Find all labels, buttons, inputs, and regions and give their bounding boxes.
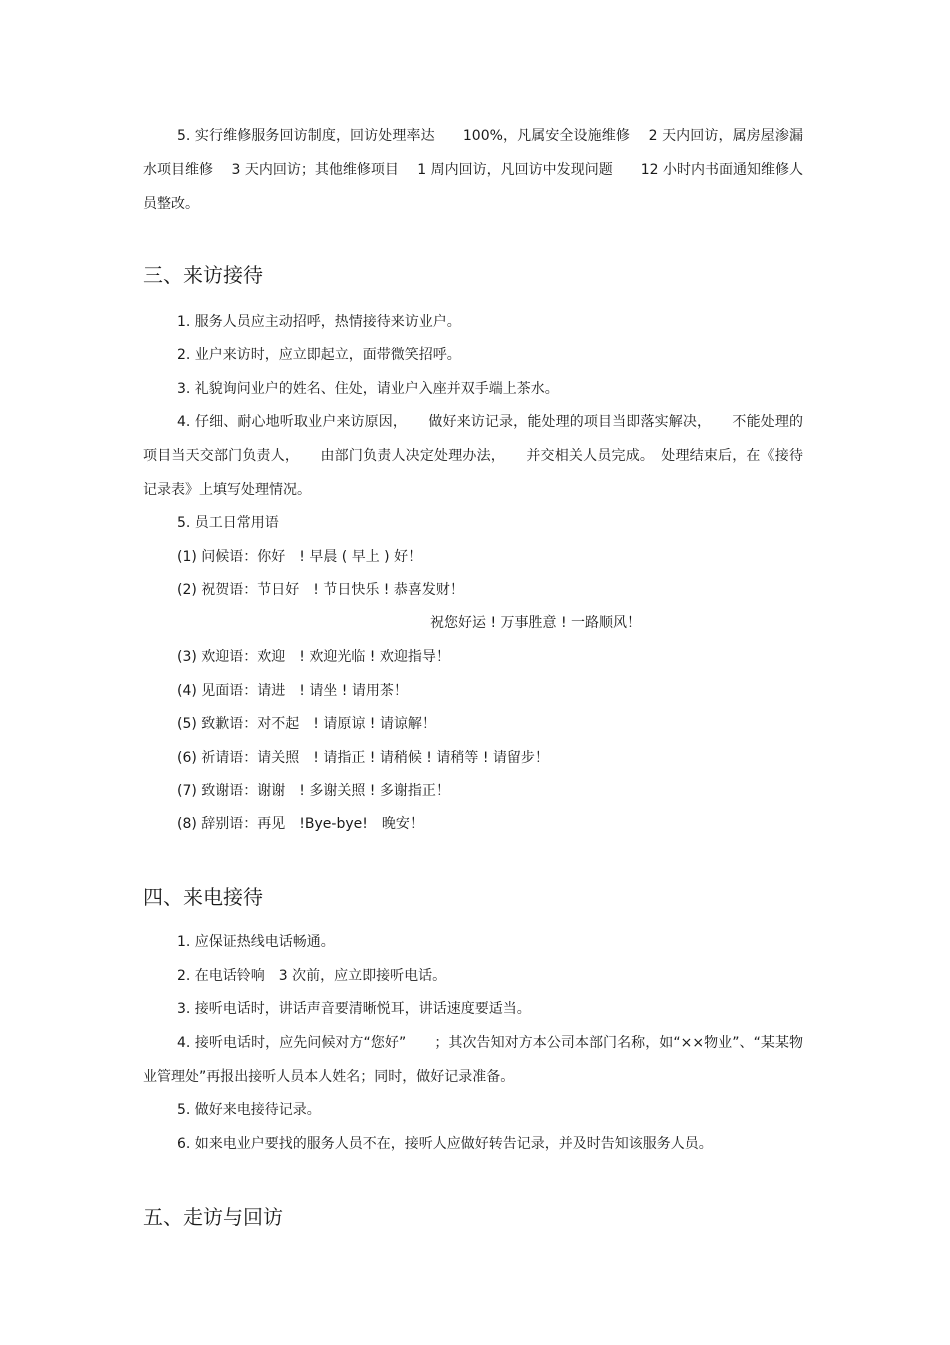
visitor-item-4: 4. 仔细、耐心地听取业户来访原因， 做好来访记录，能处理的项目当即落实解决， 不能处理的项目当天交部门负责人， 由部门负责人决定处理办法， 并交相关人员完成。 处理结束后，在《接待记录表》上填写处理情况。 — [143, 414, 803, 498]
phrase-congratulation: (2) 祝贺语：节日好 ! 节日快乐 ! 恭喜发财！ — [177, 582, 464, 598]
phrase-greeting: (1) 问候语：你好 ! 早晨 ( 早上 ) 好！ — [177, 549, 423, 565]
section-heading-visitor-reception: 三、来访接待 — [143, 263, 263, 287]
phrase-congratulation-cont: 祝您好运 ! 万事胜意 ! 一路顺风！ — [430, 615, 642, 631]
phone-item-2: 2. 在电话铃响 3 次前，应立即接听电话。 — [177, 968, 447, 984]
phone-item-5: 5. 做好来电接待记录。 — [177, 1102, 321, 1118]
visitor-item-2: 2. 业户来访时，应立即起立，面带微笑招呼。 — [177, 347, 461, 363]
visitor-item-3: 3. 礼貌询问业户的姓名、住处，请业户入座并双手端上茶水。 — [177, 381, 559, 397]
phone-item-4: 4. 接听电话时，应先问候对方“您好” ；其次告知对方本公司本部门名称，如“××物业”、“某某物业管理处”再报出接听人员本人姓名；同时，做好记录准备。 — [143, 1035, 803, 1085]
section-heading-phone-reception: 四、来电接待 — [143, 885, 263, 909]
phrase-meeting: (4) 见面语：请进 ! 请坐 ! 请用茶！ — [177, 683, 408, 699]
maintenance-followup-paragraph: 5. 实行维修服务回访制度，回访处理率达 100%，凡属安全设施维修 2 天内回访，属房屋渗漏水项目维修 3 天内回访；其他维修项目 1 周内回访，凡回访中发现问题 12 小时内书面通知维修人员整改。 — [143, 128, 803, 212]
phrase-thanks: (7) 致谢语：谢谢 ! 多谢关照 ! 多谢指正！ — [177, 783, 450, 799]
phrase-apology: (5) 致歉语：对不起 ! 请原谅 ! 请谅解！ — [177, 716, 436, 732]
visitor-item-1: 1. 服务人员应主动招呼，热情接待来访业户。 — [177, 314, 461, 330]
phrase-farewell: (8) 辞别语：再见 !Bye-bye! 晚安！ — [177, 816, 424, 832]
phrase-request: (6) 祈请语：请关照 ! 请指正 ! 请稍候 ! 请稍等 ! 请留步！ — [177, 750, 549, 766]
phone-item-3: 3. 接听电话时，讲话声音要清晰悦耳，讲话速度要适当。 — [177, 1001, 531, 1017]
section-heading-visits-followups: 五、走访与回访 — [143, 1205, 283, 1229]
phrase-welcome: (3) 欢迎语：欢迎 ! 欢迎光临 ! 欢迎指导！ — [177, 649, 450, 665]
visitor-item-5: 5. 员工日常用语 — [177, 515, 279, 531]
phone-item-1: 1. 应保证热线电话畅通。 — [177, 934, 335, 950]
phone-item-6: 6. 如来电业户要找的服务人员不在，接听人应做好转告记录，并及时告知该服务人员。 — [177, 1136, 713, 1152]
